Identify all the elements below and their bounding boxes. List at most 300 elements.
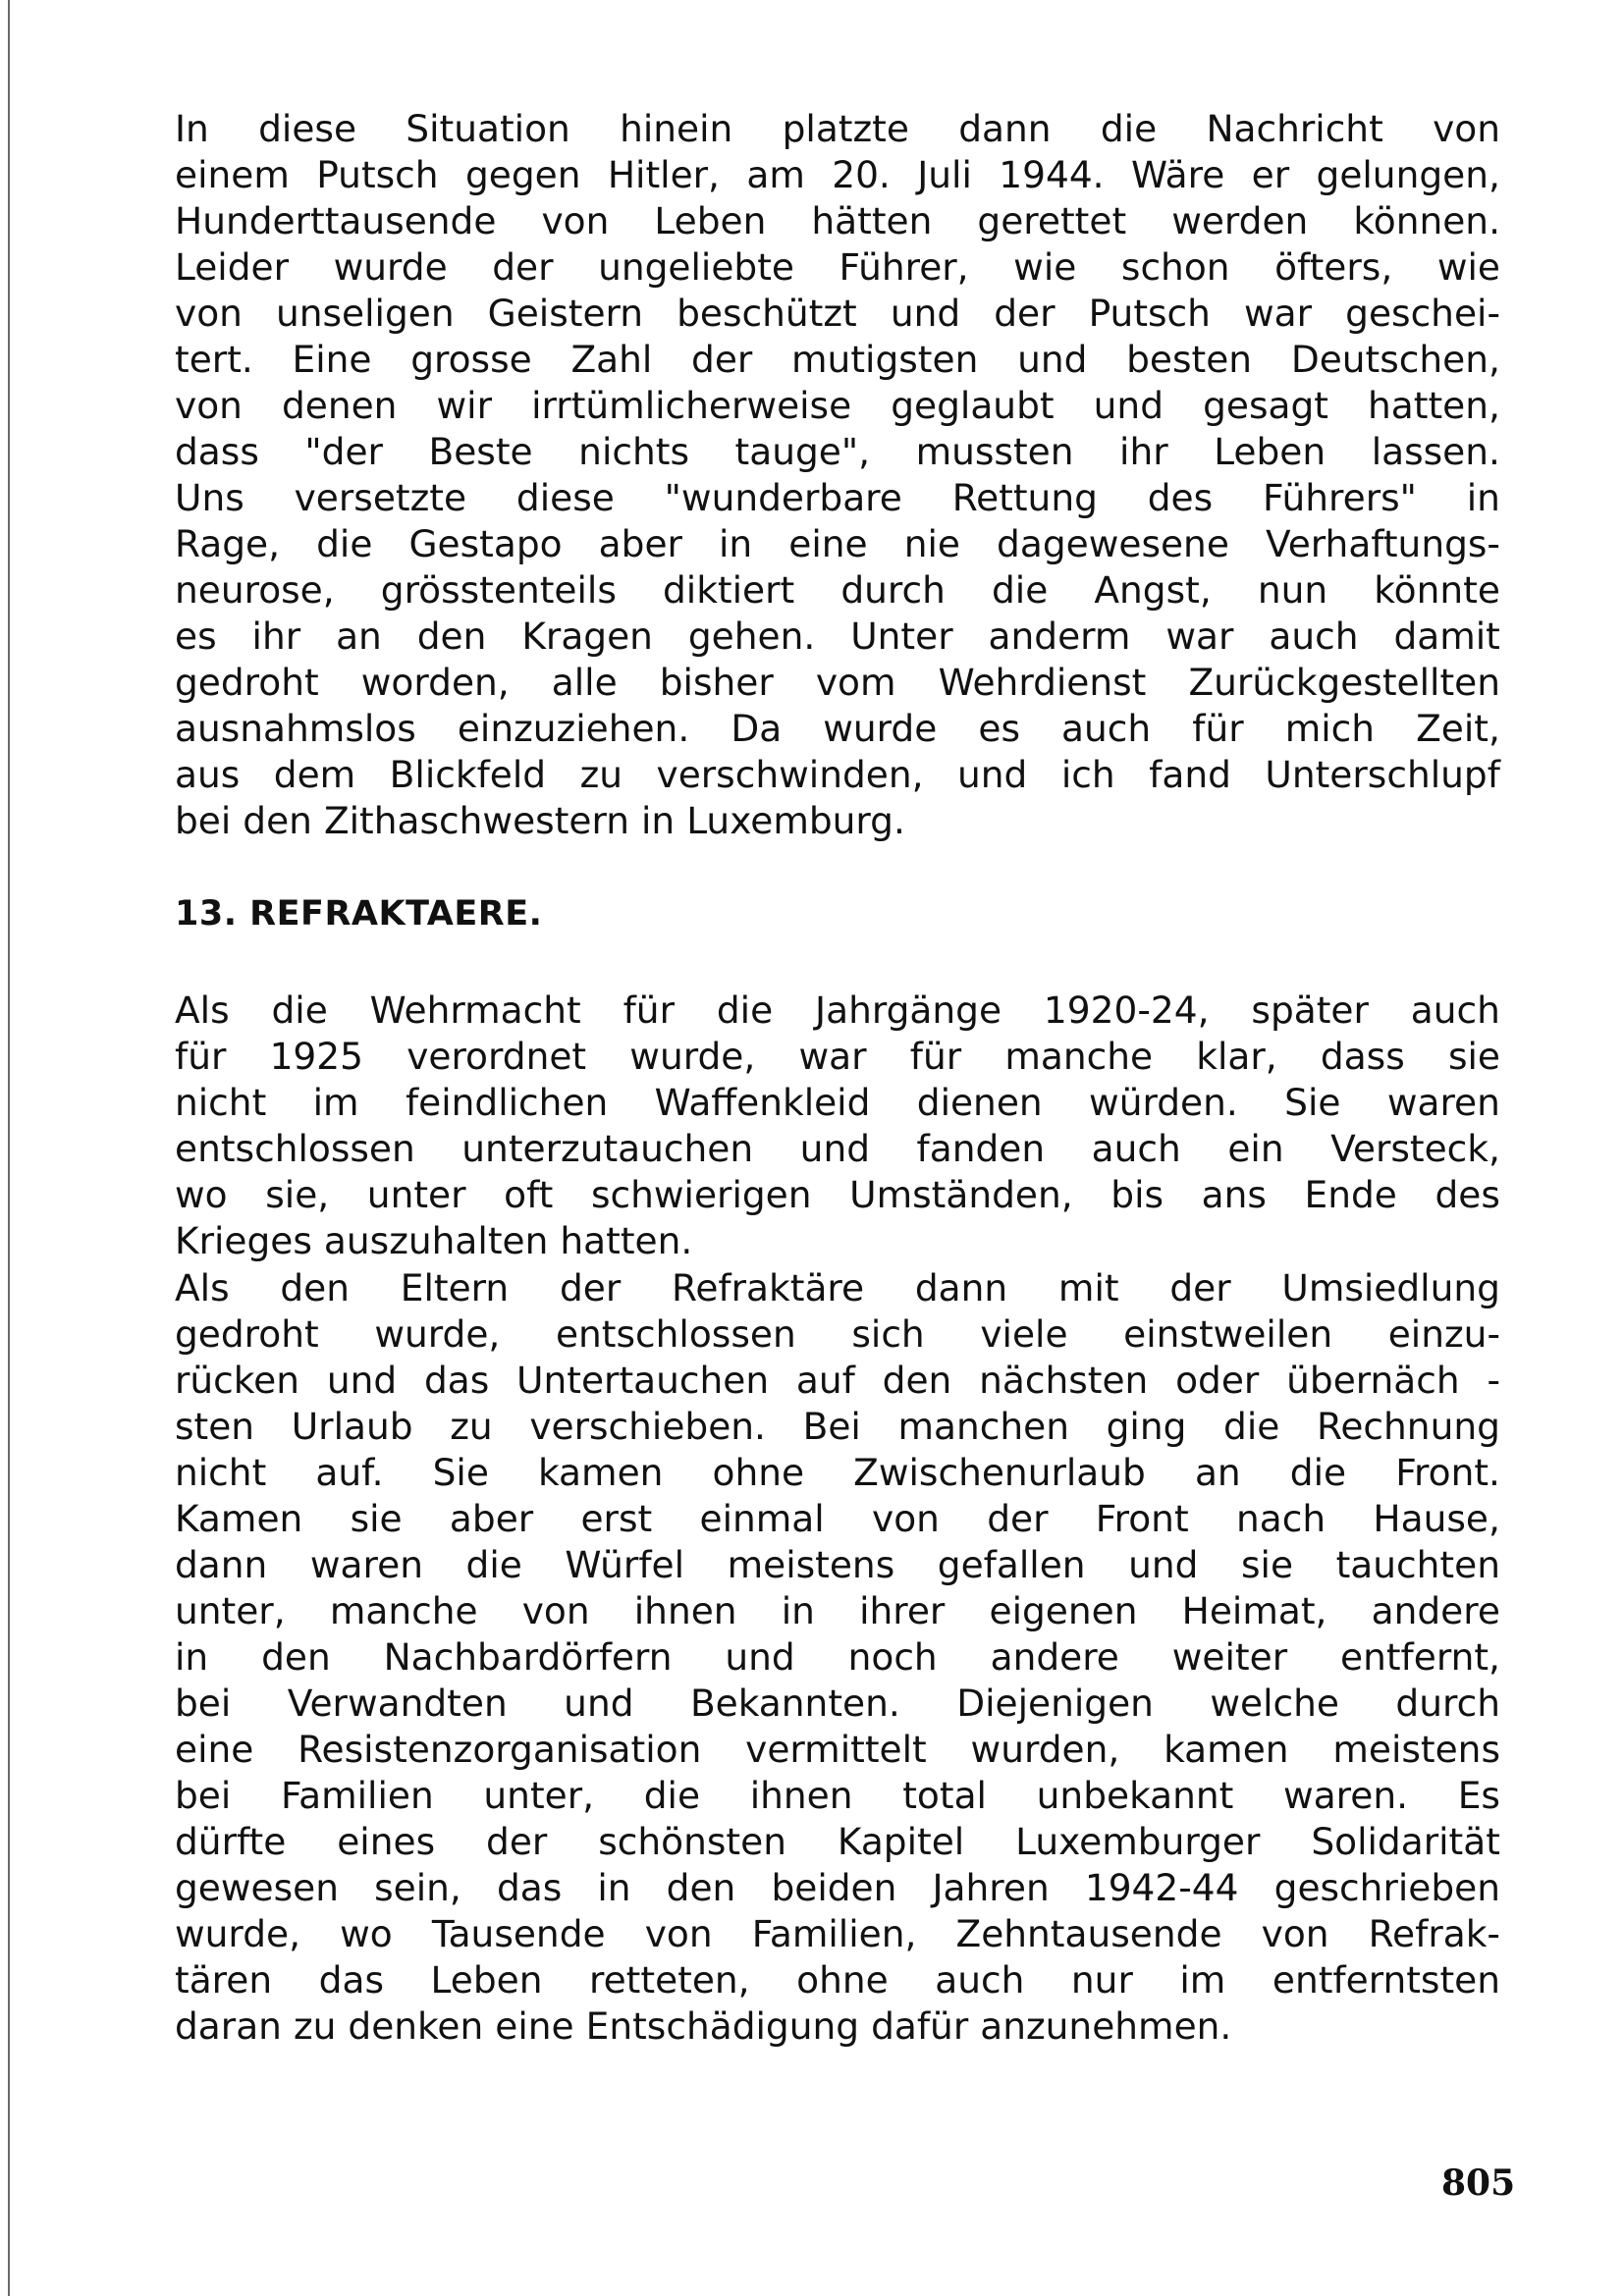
word: eigenen <box>989 1589 1138 1632</box>
word: hatten. <box>560 1219 693 1262</box>
word: dann <box>175 1543 268 1586</box>
text-line <box>175 152 1500 198</box>
word: in <box>641 799 676 842</box>
word: eine <box>175 1728 254 1771</box>
text-line <box>175 1404 1500 1450</box>
text-line <box>175 244 1500 291</box>
text-line <box>175 475 1500 521</box>
word: den <box>882 1359 952 1402</box>
word: Familien, <box>751 1912 917 1955</box>
word: Luxemburger <box>1015 1820 1261 1863</box>
text-line <box>175 752 1500 798</box>
word: daran <box>175 2004 282 2048</box>
word: Wehrdienst <box>938 661 1147 704</box>
word: ungeliebte <box>598 245 794 289</box>
word: Tausende <box>431 1912 606 1955</box>
word: oder <box>1175 1359 1260 1402</box>
word: gehen. <box>687 614 816 658</box>
word: fanden <box>916 1127 1046 1170</box>
word: Wehrmacht <box>369 988 581 1032</box>
text-line <box>175 429 1500 475</box>
word: unter, <box>483 1774 595 1817</box>
word: Waffenkleid <box>654 1081 871 1124</box>
word: tauge", <box>734 430 871 473</box>
word: ihr <box>1119 430 1168 473</box>
word: aber <box>449 1497 534 1540</box>
word: geschei- <box>1345 292 1500 335</box>
word: nun <box>1257 568 1328 612</box>
word: von <box>541 199 610 242</box>
word: einstweilen <box>1123 1312 1333 1356</box>
paragraph-refraktaere <box>175 1265 1500 2050</box>
word: tären <box>175 1958 273 2002</box>
word: sie, <box>265 1173 330 1216</box>
word: einzu- <box>1387 1312 1500 1356</box>
text-line <box>175 1957 1500 2003</box>
word: von <box>1261 1912 1329 1955</box>
word: irrtümlicherweise <box>531 384 852 427</box>
word: unter, <box>175 1589 286 1632</box>
word: rücken <box>175 1359 300 1402</box>
word: es <box>175 614 217 658</box>
word: von <box>175 292 243 335</box>
word: es <box>978 707 1020 750</box>
word: Untertauchen <box>516 1359 770 1402</box>
word: ein <box>1227 1127 1284 1170</box>
word: Rage, <box>175 522 281 565</box>
word: Refraktäre <box>671 1266 865 1309</box>
word: auf. <box>315 1451 384 1494</box>
word: besten <box>1126 338 1253 381</box>
word: den <box>416 614 487 658</box>
word: Unter <box>850 614 953 658</box>
paragraph-putsch <box>175 106 1500 844</box>
word: einzuziehen. <box>457 707 690 750</box>
text-line <box>175 1218 1500 1264</box>
word: Resistenzorganisation <box>298 1728 702 1771</box>
word: einem <box>175 153 290 196</box>
paragraph-wehrmacht <box>175 988 1500 1264</box>
word: denen <box>281 384 398 427</box>
word: Als <box>175 1266 230 1309</box>
word: Umständen, <box>849 1173 1073 1216</box>
word: Eltern <box>400 1266 510 1309</box>
word: und <box>957 753 1028 796</box>
word: diese <box>515 476 615 519</box>
text-line <box>175 1865 1500 1911</box>
word: gedroht <box>175 1312 319 1356</box>
word: auch <box>1269 614 1359 658</box>
word: eine <box>495 2004 574 2048</box>
word: und <box>725 1635 795 1679</box>
word: Zurückgestellten <box>1188 661 1500 704</box>
word: und <box>1093 384 1164 427</box>
word: unterzutauchen <box>461 1127 754 1170</box>
word: Familien <box>280 1774 434 1817</box>
word: mussten <box>915 430 1074 473</box>
word: Gestapo <box>408 522 563 565</box>
word: mutigsten <box>791 338 979 381</box>
word: Umsiedlung <box>1281 1266 1500 1309</box>
word: Rettung <box>951 476 1098 519</box>
text-line <box>175 1265 1500 1311</box>
word: Jahren <box>932 1866 1050 1909</box>
word: weiter <box>1171 1635 1288 1679</box>
text-line <box>175 706 1500 752</box>
word: grösstenteils <box>380 568 617 612</box>
word: 20. <box>832 153 891 196</box>
text-line <box>175 1634 1500 1681</box>
word: der <box>559 1266 622 1309</box>
word: war <box>798 1035 867 1078</box>
word: Nachricht <box>1206 107 1383 150</box>
word: In <box>175 107 209 150</box>
word: auf <box>795 1359 855 1402</box>
word: Blickfeld <box>389 753 547 796</box>
word: Deutschen, <box>1290 338 1500 381</box>
text-line <box>175 1681 1500 1727</box>
word: in <box>781 1589 815 1632</box>
word: an <box>1194 1451 1241 1494</box>
word: Rechnung <box>1316 1405 1500 1448</box>
word: Kragen <box>521 614 653 658</box>
word: sein, <box>374 1866 461 1909</box>
word: ihrer <box>859 1589 946 1632</box>
word: mit <box>1057 1266 1119 1309</box>
word: nächsten <box>979 1359 1149 1402</box>
word: damit <box>1393 614 1500 658</box>
word: sich <box>851 1312 925 1356</box>
word: Front. <box>1395 1451 1500 1494</box>
word: 1944. <box>999 153 1105 196</box>
word: feindlichen <box>405 1081 609 1124</box>
word: bei <box>175 799 232 842</box>
text-line <box>175 1773 1500 1819</box>
word: den <box>666 1866 736 1909</box>
word: total <box>902 1774 987 1817</box>
word: das <box>318 1958 384 2002</box>
word: nach <box>1235 1497 1326 1540</box>
word: vom <box>815 661 896 704</box>
word: meistens <box>727 1543 895 1586</box>
word: Da <box>731 707 783 750</box>
word: unter <box>366 1173 466 1216</box>
word: neurose, <box>175 568 335 612</box>
word: oft <box>504 1173 554 1216</box>
word: wurde <box>823 707 938 750</box>
text-line <box>175 1126 1500 1172</box>
word: kamen <box>538 1451 664 1494</box>
word: nicht <box>175 1081 267 1124</box>
word: Würfel <box>565 1543 685 1586</box>
word: Zithaschwestern <box>323 799 630 842</box>
word: beschützt <box>677 292 857 335</box>
word: manche <box>1004 1035 1154 1078</box>
word: von <box>1433 107 1500 150</box>
word: Hitler, <box>607 153 720 196</box>
text-line <box>175 198 1500 244</box>
word: Angst, <box>1094 568 1212 612</box>
word: öfters, <box>1274 245 1393 289</box>
word: der <box>492 245 554 289</box>
word: und <box>1017 338 1088 381</box>
word: wurden, <box>970 1728 1120 1771</box>
word: ihnen <box>749 1774 853 1817</box>
word: übernäch <box>1286 1359 1460 1402</box>
word: der <box>691 338 753 381</box>
word: könnte <box>1374 568 1500 612</box>
text-line <box>175 521 1500 567</box>
text-line <box>175 1727 1500 1773</box>
word: ohne <box>712 1451 805 1494</box>
word: vermittelt <box>745 1728 927 1771</box>
word: hätten <box>811 199 933 242</box>
word: sie <box>1241 1543 1294 1586</box>
word: Verwandten <box>287 1682 508 1725</box>
word: hatten, <box>1368 384 1500 427</box>
word: wurde, <box>629 1035 756 1078</box>
word: unseligen <box>275 292 455 335</box>
text-line <box>175 567 1500 614</box>
word: gerettet <box>977 199 1127 242</box>
word: nie <box>903 522 960 565</box>
word: später <box>1251 988 1369 1032</box>
word: tert. <box>175 338 253 381</box>
word: erst <box>580 1497 653 1540</box>
word: die <box>1100 107 1158 150</box>
word: zu <box>293 2004 337 2048</box>
word: - <box>1487 1359 1500 1402</box>
word: dem <box>273 753 356 796</box>
text-line <box>175 1311 1500 1358</box>
word: hinein <box>620 107 733 150</box>
word: des <box>1147 476 1214 519</box>
word: entschlossen <box>175 1127 415 1170</box>
word: bis <box>1110 1173 1164 1216</box>
word: waren <box>309 1543 423 1586</box>
word: Leben <box>654 199 767 242</box>
word: entschlossen <box>555 1312 796 1356</box>
word: die <box>991 568 1049 612</box>
word: und <box>326 1359 398 1402</box>
word: versetzte <box>294 476 467 519</box>
text-line <box>175 1542 1500 1588</box>
word: und <box>1128 1543 1199 1586</box>
word: waren <box>1386 1081 1500 1124</box>
word: geglaubt <box>891 384 1055 427</box>
word: Entschädigung <box>585 2004 860 2048</box>
text-line <box>175 106 1500 152</box>
word: zu <box>579 753 623 796</box>
word: von <box>644 1912 713 1955</box>
word: Ende <box>1304 1173 1397 1216</box>
word: mich <box>1284 707 1376 750</box>
word: 1920-24, <box>1043 988 1210 1032</box>
word: Jahrgänge <box>815 988 1002 1032</box>
word: ihnen <box>633 1589 737 1632</box>
word: dann <box>914 1266 1008 1309</box>
word: am <box>746 153 805 196</box>
word: unbekannt <box>1036 1774 1234 1817</box>
word: wo <box>340 1912 393 1955</box>
word: Verhaftungs- <box>1265 522 1500 565</box>
word: den <box>280 1266 351 1309</box>
word: Uns <box>175 476 244 519</box>
word: Führers" <box>1263 476 1417 519</box>
word: Urlaub <box>291 1405 413 1448</box>
word: die <box>643 1774 701 1817</box>
word: sie <box>350 1497 403 1540</box>
word: dürfte <box>175 1820 287 1863</box>
word: anderm <box>988 614 1131 658</box>
word: ohne <box>796 1958 889 2002</box>
word: schon <box>1120 245 1230 289</box>
word: Juli <box>917 153 972 196</box>
word: Unterschlupf <box>1265 753 1500 796</box>
word: und <box>564 1682 634 1725</box>
word: für <box>175 1035 227 1078</box>
word: nicht <box>175 1451 267 1494</box>
word: für <box>1192 707 1244 750</box>
word: wurde, <box>175 1912 300 1955</box>
page-edge-rule <box>8 0 10 2296</box>
word: wir <box>436 384 493 427</box>
word: dass <box>175 430 259 473</box>
text-line <box>175 798 1500 844</box>
word: dafür <box>871 2004 969 2048</box>
word: ausnahmslos <box>175 707 416 750</box>
word: Sie <box>1284 1081 1341 1124</box>
word: dass <box>1320 1035 1405 1078</box>
text-line <box>175 1034 1500 1080</box>
word: Geistern <box>487 292 644 335</box>
word: gewesen <box>175 1866 339 1909</box>
word: der <box>994 292 1056 335</box>
word: entferntsten <box>1272 1958 1500 2002</box>
word: retteten, <box>589 1958 750 2002</box>
word: "der <box>304 430 383 473</box>
word: tauchten <box>1335 1543 1500 1586</box>
text-line <box>175 1911 1500 1957</box>
word: des <box>1435 1173 1500 1216</box>
word: zu <box>450 1405 493 1448</box>
word: aber <box>598 522 682 565</box>
word: würden. <box>1089 1081 1238 1124</box>
section-heading: 13. REFRAKTAERE. <box>175 894 543 934</box>
word: die <box>316 522 373 565</box>
word: manchen <box>897 1405 1069 1448</box>
word: Hause, <box>1373 1497 1500 1540</box>
word: der <box>987 1497 1049 1540</box>
text-line <box>175 1172 1500 1218</box>
word: Diejenigen <box>956 1682 1154 1725</box>
word: schwierigen <box>590 1173 812 1216</box>
word: ihr <box>251 614 301 658</box>
word: alle <box>551 661 618 704</box>
word: Eine <box>292 338 372 381</box>
word: Putsch <box>1088 292 1211 335</box>
word: geschrieben <box>1273 1866 1500 1909</box>
word: Zwischenurlaub <box>853 1451 1146 1494</box>
word: Kapitel <box>837 1820 965 1863</box>
word: Leider <box>175 245 290 289</box>
word: durch <box>840 568 946 612</box>
word: Beste <box>428 430 533 473</box>
word: der <box>486 1820 548 1863</box>
word: Leben <box>1214 430 1326 473</box>
word: 1942-44 <box>1084 1866 1239 1909</box>
word: grosse <box>410 338 532 381</box>
word: verordnet <box>406 1035 587 1078</box>
text-line <box>175 1496 1500 1542</box>
word: eine <box>788 522 868 565</box>
word: den <box>243 799 312 842</box>
word: andere <box>1371 1589 1500 1632</box>
word: einmal <box>699 1497 825 1540</box>
word: Refrak- <box>1368 1912 1500 1955</box>
word: kamen <box>1164 1728 1289 1771</box>
word: dienen <box>916 1081 1043 1124</box>
word: die <box>465 1543 522 1586</box>
word: andere <box>990 1635 1119 1679</box>
word: können. <box>1353 199 1500 242</box>
word: Es <box>1457 1774 1500 1817</box>
word: 1925 <box>269 1035 364 1078</box>
word: Heimat, <box>1181 1589 1327 1632</box>
word: Situation <box>406 107 570 150</box>
word: Zehntausende <box>955 1912 1222 1955</box>
word: in <box>1466 476 1500 519</box>
word: Führer, <box>839 245 969 289</box>
word: und <box>890 292 961 335</box>
word: Leben <box>430 1958 543 2002</box>
word: Krieges <box>175 1219 312 1262</box>
word: welche <box>1210 1682 1339 1725</box>
word: und <box>799 1127 871 1170</box>
word: Nachbardörfern <box>383 1635 673 1679</box>
word: Luxemburg. <box>686 799 905 842</box>
word: war <box>1244 292 1313 335</box>
word: fand <box>1149 753 1231 796</box>
text-line <box>175 383 1500 429</box>
word: lassen. <box>1371 430 1500 473</box>
word: noch <box>847 1635 938 1679</box>
word: sten <box>175 1405 255 1448</box>
word: dagewesene <box>997 522 1229 565</box>
word: gelungen, <box>1316 153 1500 196</box>
word: wurde <box>333 245 448 289</box>
word: der <box>1169 1266 1231 1309</box>
word: beiden <box>771 1866 897 1909</box>
word: Bei <box>802 1405 861 1448</box>
word: waren. <box>1283 1774 1409 1817</box>
text-line <box>175 614 1500 660</box>
word: gegen <box>464 153 581 196</box>
word: aus <box>175 753 241 796</box>
word: wo <box>175 1173 228 1216</box>
word: Hunderttausende <box>175 199 497 242</box>
word: wurde, <box>374 1312 501 1356</box>
word: das <box>423 1359 490 1402</box>
word: auszuhalten <box>323 1219 549 1262</box>
word: auch <box>1091 1127 1181 1170</box>
word: bei <box>175 1774 232 1817</box>
word: platzte <box>782 107 909 150</box>
word: Wäre <box>1130 153 1225 196</box>
word: ging <box>1106 1405 1187 1448</box>
word: auch <box>1061 707 1152 750</box>
word: bisher <box>659 661 774 704</box>
